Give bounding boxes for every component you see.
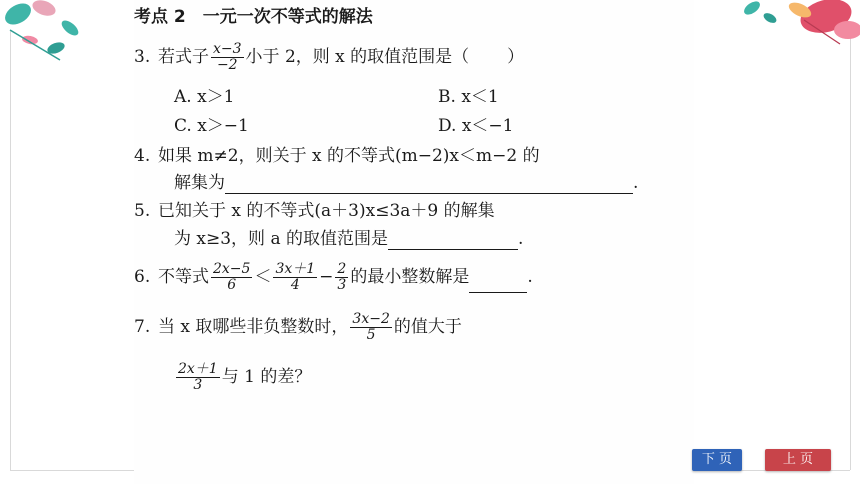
q4-answer-blank[interactable]: [225, 175, 633, 194]
fraction-denominator: 5: [366, 327, 376, 343]
question-5-cont: [174, 228, 523, 250]
q5-line2: 为 x≥3，则 a 的取值范围是: [174, 229, 388, 249]
option-text: x＞1: [197, 87, 235, 107]
fraction-numerator: x−3: [213, 41, 242, 57]
q5-end: .: [518, 229, 524, 249]
q6-fraction-1: [211, 262, 252, 293]
question-number: 5.: [134, 201, 151, 221]
q7-line1-post: 的值大于: [393, 317, 462, 337]
fraction-numerator: 2x−5: [213, 261, 251, 277]
frame-left-line: [10, 30, 11, 470]
question-4: [134, 145, 540, 167]
q3-option-c: [174, 115, 249, 137]
q7-fraction-1: [350, 312, 391, 343]
worksheet-page: [134, 0, 694, 484]
fraction-denominator: 3: [193, 377, 203, 393]
option-label: B.: [438, 87, 456, 107]
fraction-denominator: 4: [290, 277, 300, 293]
question-number: 7.: [134, 317, 151, 337]
q4-line1: 如果 m≠2，则关于 x 的不等式(m−2)x＜m−2 的: [158, 146, 540, 166]
q6-end: .: [527, 267, 533, 287]
question-number: 6.: [134, 267, 151, 287]
fraction-denominator: 3: [337, 277, 347, 293]
decorative-leaves-right: [730, 0, 860, 60]
fraction-denominator: 6: [227, 277, 237, 293]
q6-fraction-2: [273, 262, 317, 293]
q3-paren-close: ）: [507, 47, 525, 67]
q3-text: 小于 2，则 x 的取值范围是（: [245, 47, 470, 67]
fraction-numerator: 2: [337, 261, 347, 277]
fraction-denominator: −2: [216, 57, 238, 73]
q5-answer-blank[interactable]: [388, 231, 518, 250]
section-title: 考点 2 一元一次不等式的解法: [134, 7, 373, 27]
option-text: x＞−1: [197, 116, 249, 136]
question-5: [134, 200, 495, 222]
fraction-numerator: 3x＋1: [275, 261, 316, 277]
fraction-numerator: 3x−2: [352, 311, 390, 327]
question-7: [134, 312, 462, 343]
next-page-button[interactable]: 下 页: [692, 449, 742, 471]
question-number: 3.: [134, 47, 151, 67]
q6-answer-blank[interactable]: [469, 274, 527, 293]
q6-minus: −: [319, 267, 334, 287]
prev-page-button[interactable]: 上 页: [765, 449, 831, 471]
q3-prefix: 若式子: [158, 47, 209, 67]
q6-less-than: ＜: [254, 267, 272, 287]
question-3: [134, 42, 524, 73]
q7-fraction-2: [176, 362, 220, 393]
question-number: 4.: [134, 146, 151, 166]
option-label: C.: [174, 116, 192, 136]
q3-option-d: [438, 115, 514, 137]
option-label: A.: [174, 87, 192, 107]
question-6: [134, 262, 533, 293]
fraction-numerator: 2x＋1: [178, 361, 218, 377]
q5-line1: 已知关于 x 的不等式(a＋3)x≤3a＋9 的解集: [158, 201, 495, 221]
option-text: x＜−1: [461, 116, 514, 136]
decorative-leaves-left: [0, 0, 120, 70]
question-7-cont: [174, 362, 311, 393]
q7-line2-post: 与 1 的差？: [221, 367, 312, 387]
q7-line1: 当 x 取哪些非负整数时，: [158, 317, 349, 337]
option-label: D.: [438, 116, 457, 136]
q6-text: 的最小整数解是: [350, 267, 470, 287]
option-text: x＜1: [461, 87, 499, 107]
frame-right-line: [850, 30, 851, 470]
q4-line2: 解集为: [174, 173, 225, 193]
q3-fraction: [211, 42, 244, 73]
q6-fraction-3: [335, 262, 348, 293]
question-4-cont: [174, 172, 638, 194]
q4-end: .: [633, 173, 639, 193]
q6-prefix: 不等式: [158, 267, 209, 287]
q3-option-b: [438, 86, 499, 108]
q3-option-a: [174, 86, 235, 108]
